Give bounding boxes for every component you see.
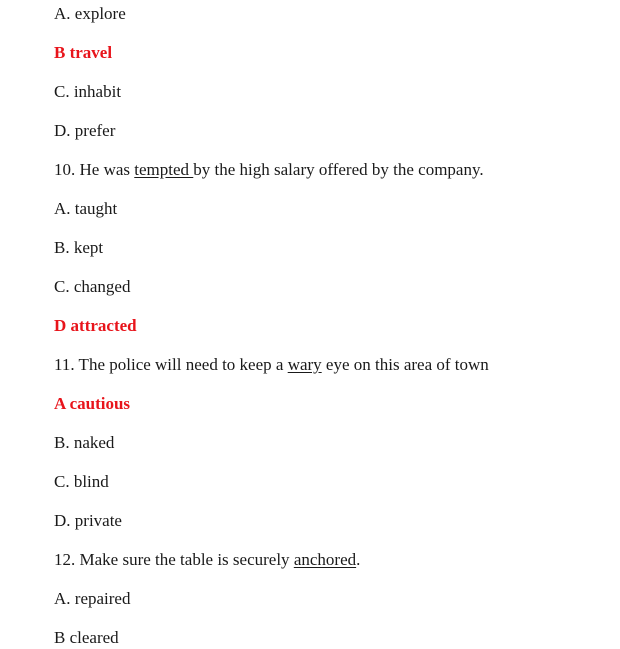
q12-option-a: A. repaired <box>54 589 131 608</box>
q10-text-before: 10. He was <box>54 160 135 179</box>
q12-text-before: 12. Make sure the table is securely <box>54 550 294 569</box>
q11-option-d: D. private <box>54 511 122 530</box>
q11-option-b: B. naked <box>54 433 115 452</box>
q11-option-c: C. blind <box>54 472 109 491</box>
question-10 <box>54 160 484 180</box>
q9-option-d: D. prefer <box>54 121 116 140</box>
q11-option-a-answer: A cautious <box>54 394 131 413</box>
q11-text-before: 11. The police will need to keep a <box>54 355 288 374</box>
question-12 <box>54 550 360 570</box>
q12-keyword: anchored <box>293 550 357 569</box>
q9-option-a: A. explore <box>54 4 126 23</box>
q11-text-after: eye on this area of town <box>321 355 489 374</box>
q10-option-d-answer: D attracted <box>54 316 137 335</box>
question-11 <box>54 355 489 375</box>
q10-keyword: tempted <box>134 160 194 179</box>
q10-option-c: C. changed <box>54 277 131 296</box>
q12-option-b: B cleared <box>54 628 119 647</box>
q10-option-b: B. kept <box>54 238 104 257</box>
q10-text-after: by the high salary offered by the company. <box>193 160 484 179</box>
q11-keyword: wary <box>287 355 322 374</box>
q9-option-c: C. inhabit <box>54 82 122 101</box>
q9-option-b-answer: B travel <box>54 43 113 62</box>
q12-text-after: . <box>356 550 361 569</box>
q10-option-a: A. taught <box>54 199 118 218</box>
